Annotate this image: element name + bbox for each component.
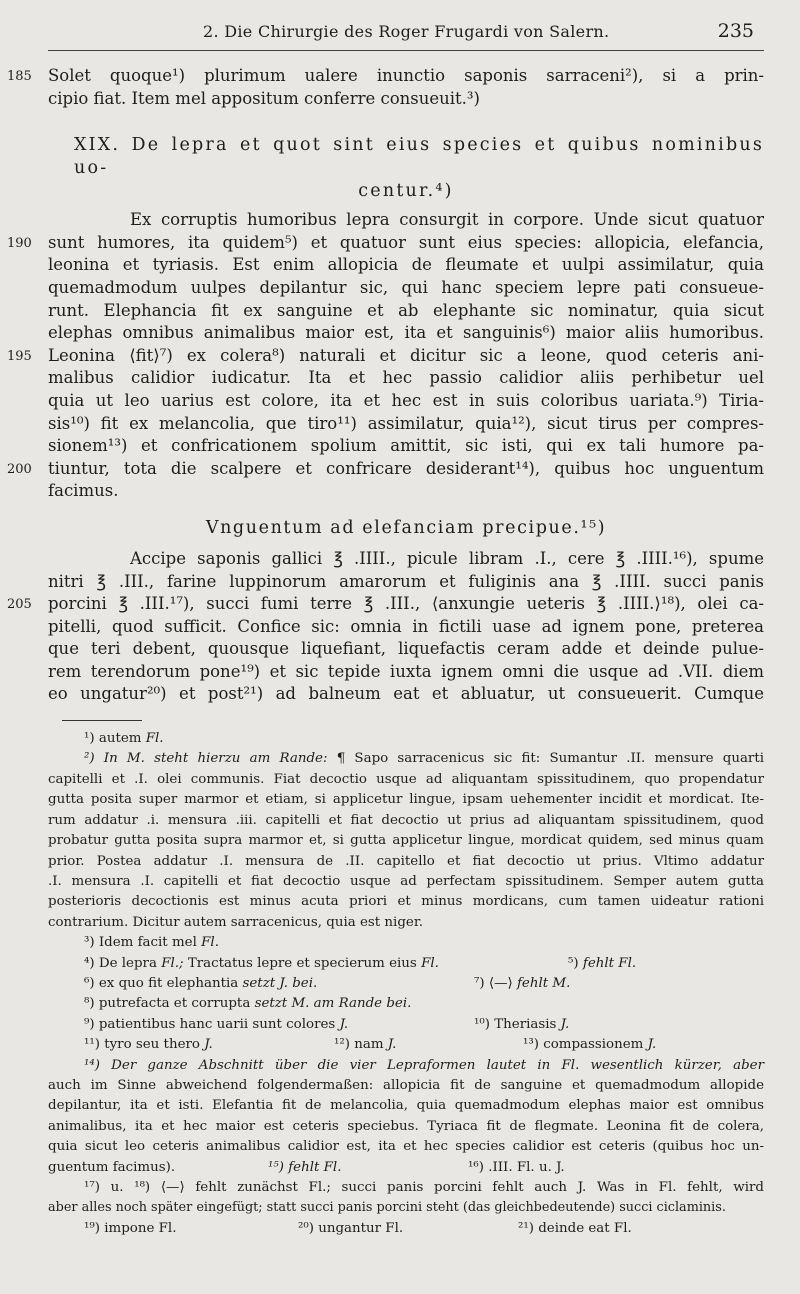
text-line: cipio fiat. Item mel appositum conferre consueuit.³) xyxy=(48,88,480,108)
text-line: 205 porcini ℥ .III.¹⁷), succi fumi terre ℥ .III., ⟨anxungie ueteris ℥ .IIII.⟩¹⁸), olei ca- xyxy=(48,593,764,616)
line-number: 205 xyxy=(7,597,32,613)
footnote: ¹¹) tyro seu thero J. ¹²) nam J. ¹³) compassionem J. xyxy=(84,1037,657,1053)
footnote-line: .I. mensura .I. capitelli et fiat decoctio usque ad perfectam spissitudinem. Semper autem gutta xyxy=(48,873,764,889)
footnote-line: rum addatur .i. mensura .iii. capitelli et fiat decoctio ut prius ad aliquantam spissitudinem, quod xyxy=(48,812,764,828)
text-line: quia ut leo uarius est colore, ita et hec est in suis coloribus uariata.⁹) Tiria- xyxy=(48,390,764,410)
footnote-line: guentum facimus). ¹⁵) fehlt Fl. ¹⁶) .III. Fl. u. J. xyxy=(48,1159,565,1175)
section-heading-line-1: XIX. De lepra et quot sint eius species et quibus nominibus uo- xyxy=(74,135,764,179)
footnote-line: quia sicut leo ceteris animalibus calidior est, ita et hec species calidior est ceteris (quibus hoc un- xyxy=(48,1139,764,1155)
text-line: 190 sunt humores, ita quidem⁵) et quatuor sunt eius species: allopicia, elefancia, xyxy=(48,232,764,255)
line-number: 195 xyxy=(7,348,32,364)
text-line: nitri ℥ .III., farine luppinorum amarorum et fuliginis ana ℥ .IIII. succi panis xyxy=(48,571,764,591)
section-body xyxy=(7,209,764,503)
text-line: Accipe saponis gallici ℥ .IIII., picule libram .I., cere ℥ .IIII.¹⁶), spume xyxy=(130,548,764,568)
footnote-line: posterioris decoctionis est minus acuta priori et minus mordicans, cum tamen uideatur rationi xyxy=(48,894,764,910)
line-number: 185 xyxy=(7,69,32,84)
text-line: Ex corruptis humoribus lepra consurgit in corpore. Unde sicut quatuor xyxy=(130,210,764,230)
recipe-body xyxy=(7,548,764,706)
footnote-line: probatur gutta posita supra marmor et, si gutta applicetur lingue, mordicat quidem, sed minus quam xyxy=(48,833,764,849)
footnote-line: prior. Postea addatur .I. mensura de .II. capitello et fiat decoctio ut prius. Vltimo addatur xyxy=(48,853,764,869)
text-line: pitelli, quod sufficit. Confice sic: omnia in fictili uase ad ignem pone, preterea xyxy=(48,616,764,636)
footnote: ⁸) putrefacta et corrupta setzt M. am Rande bei. xyxy=(84,996,412,1012)
page-header xyxy=(48,20,764,51)
recipe-heading: Vnguentum ad elefanciam precipue.¹⁵) xyxy=(205,517,607,538)
text-line: runt. Elephancia fit ex sanguine et ab elephante sic nominatur, quia sicut xyxy=(48,300,764,320)
text-line: eo ungatur²⁰) et post²¹) ad balneum eat et abluatur, ut consueuerit. Cumque xyxy=(48,684,764,704)
text-line: que teri debent, quousque liquefiant, liquefactis ceram adde et deinde pulue- xyxy=(48,639,764,659)
footnote: ²) In M. steht hierzu am Rande: ¶ Sapo sarracenicus sic fit: Sumantur .II. mensure quarti xyxy=(84,751,764,767)
text-line: sionem¹³) et confricationem spolium amittit, sic isti, qui ex tali humore pa- xyxy=(48,436,764,456)
footnote: ¹) autem Fl. xyxy=(84,731,164,747)
text-line: rem terendorum pone¹⁹) et sic tepide iuxta ignem omni die usque ad .VII. diem xyxy=(48,661,764,681)
line-number: 190 xyxy=(7,235,32,251)
footnote-line: gutta posita super marmor et etiam, si applicetur lingue, ipsam uehementer incidit et mordicat. Ite- xyxy=(48,792,764,808)
running-head: 2. Die Chirurgie des Roger Frugardi von Salern. xyxy=(203,22,610,41)
footnote: ¹⁴) Der ganze Abschnitt über die vier Lepraformen lautet in Fl. wesentlich kürzer, aber xyxy=(84,1057,764,1073)
text-line: elephas omnibus animalibus maior est, ita et sanguinis⁶) maior aliis humoribus. xyxy=(48,323,764,343)
text-line: 195 Leonina ⟨fit⟩⁷) ex colera⁸) naturali et dicitur sic a leone, quod ceteris ani- xyxy=(48,345,764,368)
footnote: ³) Idem facit mel Fl. xyxy=(84,935,219,951)
text-line: sis¹⁰) fit ex melancolia, que tiro¹¹) assimilatur, quia¹²), sicut tirus per compres- xyxy=(48,413,764,433)
text-line: malibus calidior iudicatur. Ita et hec passio calidior aliis perhibetur uel xyxy=(48,368,764,388)
footnote: ⁹) patientibus hanc uarii sunt colores J. ¹⁰) Theriasis J. xyxy=(84,1016,570,1032)
footnote-line: aber alles noch später eingefügt; statt succi panis porcini steht (das gleichbedeutende) succi ciclaminis. xyxy=(48,1200,726,1216)
footnote: ⁶) ex quo fit elephantia setzt J. bei. ⁷) ⟨—⟩ fehlt M. xyxy=(84,975,571,991)
section-heading xyxy=(48,134,764,203)
text-line: 185 Solet quoque¹) plurimum ualere inunctio saponis sarraceni²), si a prin- xyxy=(48,65,764,88)
footnote: ¹⁷) u. ¹⁸) ⟨—⟩ fehlt zunächst Fl.; succi panis porcini fehlt auch J. Was in Fl. fehlt, wird xyxy=(84,1180,764,1195)
section-heading-line-2: centur.⁴) xyxy=(358,181,454,202)
footnote: ¹⁹) impone Fl. ²⁰) ungantur Fl. ²¹) deinde eat Fl. xyxy=(84,1220,632,1236)
footnote-line: depilantur, ita et isti. Elefantia fit de melancolia, quia quemadmodum elephas maior est omnibus xyxy=(48,1098,764,1114)
text-line: facimus. xyxy=(48,481,119,501)
text-line: quemadmodum uulpes depilantur sic, qui hanc speciem lepre pati consueue- xyxy=(48,277,764,297)
footnote-line: auch im Sinne abweichend folgendermaßen: allopicia fit de sanguine et quemadmodum allopide xyxy=(48,1077,764,1093)
footnote-line: contrarium. Dicitur autem sarracenicus, quia est niger. xyxy=(48,914,424,930)
footnote-line: capitelli et .I. olei communis. Fiat decoctio usque ad aliquantam spissitudinem, quo propendatur xyxy=(48,771,764,787)
line-number: 200 xyxy=(7,461,32,477)
footnotes xyxy=(48,729,764,1239)
page-number: 235 xyxy=(717,20,754,42)
text-line: leonina et tyriasis. Est enim allopicia de fleumate et uulpi assimilatur, quia xyxy=(48,255,764,275)
footnote: ⁴) De lepra Fl.; Tractatus lepre et specierum eius Fl. ⁵) fehlt Fl. xyxy=(84,955,637,971)
footnote-line: animalibus, ita et hec maior est ceteris speciebus. Tyriaca fit de flegmate. Leonina fit de colera, xyxy=(48,1118,764,1134)
text-line: 200 tiuntur, tota die scalpere et confricare desiderant¹⁴), quibus hoc unguentum xyxy=(48,458,764,481)
